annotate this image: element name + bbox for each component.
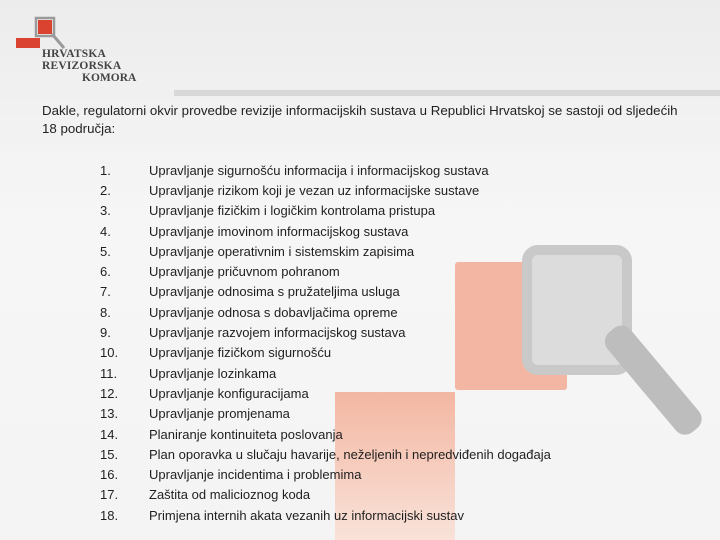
item-text: Upravljanje odnosima s pružateljima usluga (149, 284, 400, 300)
item-number: 7. (100, 284, 111, 300)
list-item (100, 322, 551, 342)
logo-line-1: HRVATSKA REVIZORSKA (42, 48, 122, 72)
item-number: 10. (100, 345, 119, 361)
item-text: Primjena internih akata vezanih uz informacijski sustav (149, 507, 465, 523)
item-number: 12. (100, 385, 119, 401)
list-item (100, 241, 551, 261)
list-item (100, 464, 551, 484)
list-item (100, 363, 551, 383)
list-item (100, 180, 551, 200)
item-text: Upravljanje promjenama (149, 406, 290, 422)
list-item (100, 343, 551, 363)
item-text: Upravljanje operativnim i sistemskim zapisima (149, 243, 415, 259)
regulatory-areas-list (100, 160, 551, 525)
item-number: 9. (100, 325, 111, 341)
item-text: Zaštita od malicioznog koda (149, 487, 311, 503)
item-number: 4. (100, 223, 111, 239)
item-number: 6. (100, 264, 111, 280)
list-item (100, 302, 551, 322)
item-text: Upravljanje razvojem informacijskog sustava (149, 325, 406, 341)
item-number: 16. (100, 467, 119, 483)
list-item (100, 424, 551, 444)
item-text: Plan oporavka u slučaju havarije, neželjenih i nepredviđenih događaja (149, 446, 551, 462)
logo-line-2: KOMORA (82, 72, 137, 84)
item-number: 17. (100, 487, 119, 503)
item-text: Upravljanje rizikom koji je vezan uz informacijske sustave (149, 182, 480, 198)
item-text: Upravljanje pričuvnom pohranom (149, 264, 340, 280)
item-text: Upravljanje fizičkom sigurnošću (149, 345, 332, 361)
list-item (100, 404, 551, 424)
list-item (100, 261, 551, 281)
item-number: 2. (100, 182, 111, 198)
item-text: Upravljanje konfiguracijama (149, 385, 309, 401)
item-text: Upravljanje incidentima i problemima (149, 467, 362, 483)
list-item (100, 444, 551, 464)
item-text: Upravljanje fizičkim i logičkim kontrolama pristupa (149, 203, 436, 219)
list-item (100, 485, 551, 505)
item-text: Upravljanje sigurnošću informacija i informacijskog sustava (149, 162, 489, 178)
item-text: Upravljanje odnosa s dobavljačima opreme (149, 304, 398, 320)
item-text: Upravljanje imovinom informacijskog sustava (149, 223, 409, 239)
list-item (100, 383, 551, 403)
item-number: 5. (100, 243, 111, 259)
intro-paragraph: Dakle, regulatorni okvir provedbe revizije informacijskih sustava u Republici Hrvatskoj se sastoji od sljedećih 18 područja: (42, 103, 678, 136)
item-number: 3. (100, 203, 111, 219)
item-number: 14. (100, 426, 119, 442)
item-number: 1. (100, 162, 111, 178)
item-text: Upravljanje lozinkama (149, 365, 277, 381)
item-number: 8. (100, 304, 111, 320)
item-number: 13. (100, 406, 119, 422)
list-item (100, 221, 551, 241)
list-item (100, 505, 551, 525)
item-number: 11. (100, 365, 118, 381)
item-number: 18. (100, 507, 119, 523)
magnifier-handle-decoration (600, 321, 707, 440)
list-item (100, 282, 551, 302)
logo-wordmark (42, 48, 182, 84)
list-item (100, 160, 551, 180)
item-text: Planiranje kontinuiteta poslovanja (149, 426, 343, 442)
list-item (100, 201, 551, 221)
item-number: 15. (100, 446, 119, 462)
header-divider (174, 90, 720, 96)
